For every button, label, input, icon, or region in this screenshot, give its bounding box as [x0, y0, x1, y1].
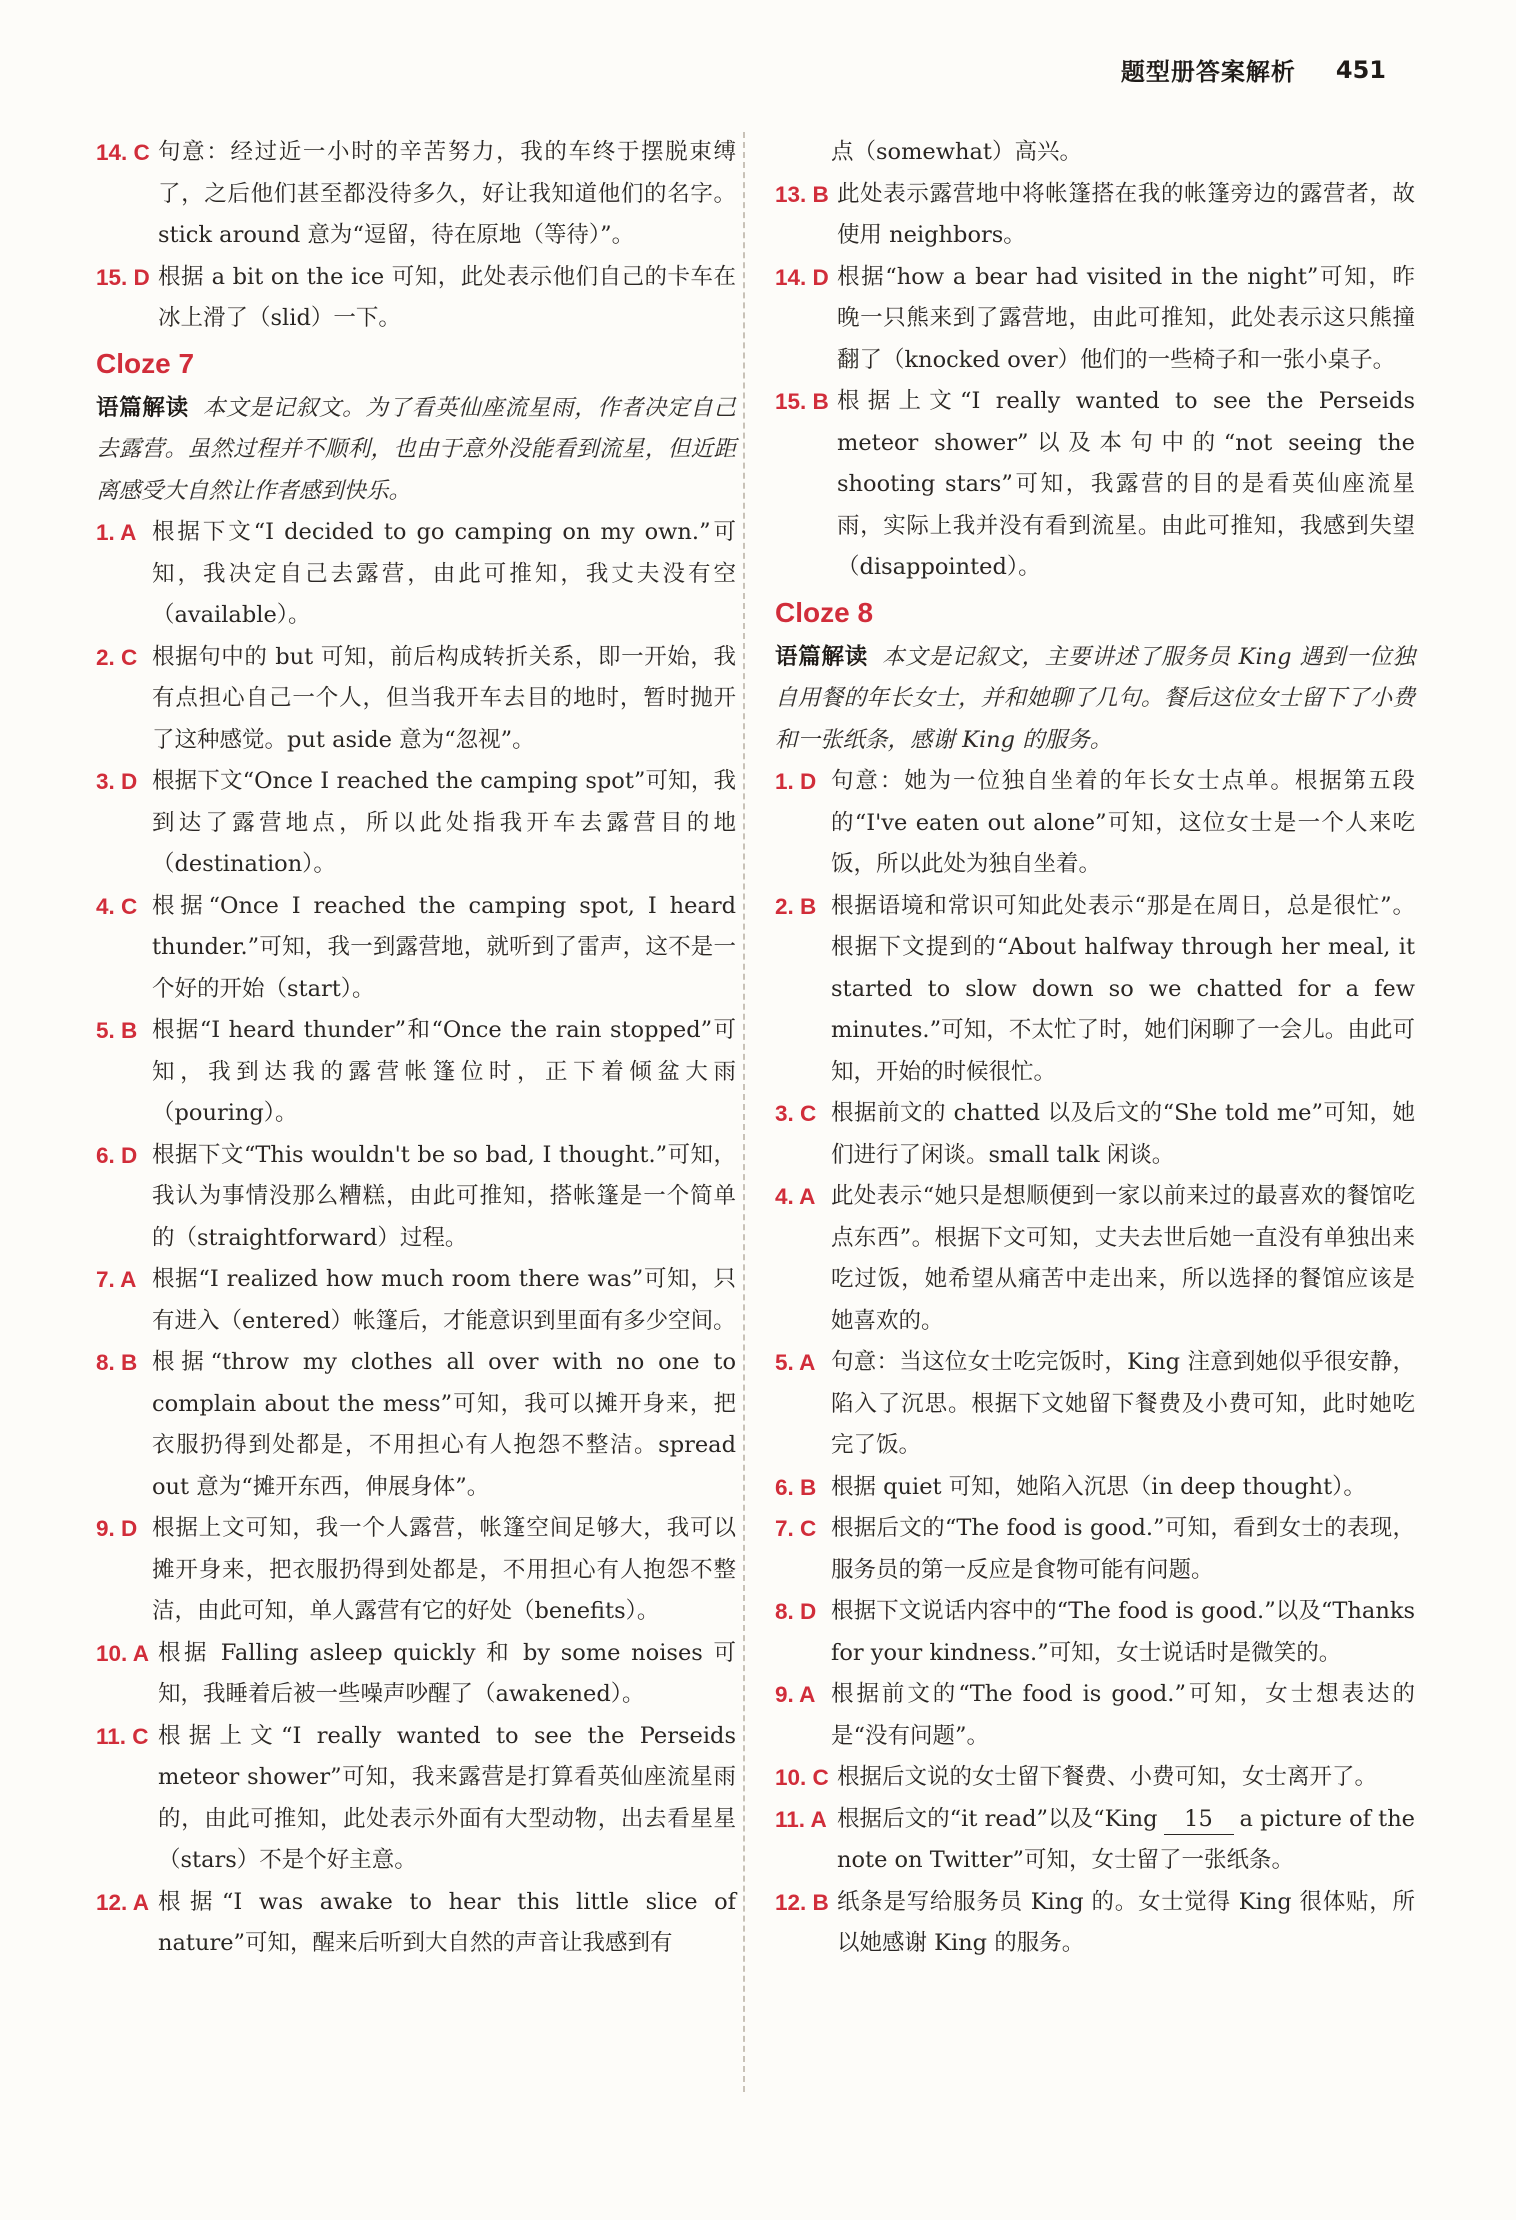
left-column — [96, 132, 736, 1965]
answer-number: 7. A — [96, 1267, 137, 1292]
answer-item — [96, 1633, 736, 1716]
answer-item — [775, 1467, 1415, 1509]
answer-explanation: 根据 Falling asleep quickly 和 by some noises 可知，我睡着后被一些噪声吵醒了（awakened）。 — [158, 1639, 736, 1707]
answer-explanation: 根据上文“I really wanted to see the Perseids meteor shower”以及本句中的“not seeing the shooting stars”可知，我露营的目的是看英仙座流星雨，实际上我并没有看到流星。由此可推知，我感到失望（disappointed）。 — [837, 388, 1415, 580]
page-number: 451 — [1335, 55, 1386, 84]
answer-explanation: 根据下文“I decided to go camping on my own.”可知，我决定自己去露营，由此可推知，我丈夫没有空（available）。 — [152, 519, 736, 628]
passage-summary-label: 语篇解读 — [96, 394, 189, 421]
answer-item — [775, 174, 1415, 257]
answer-item — [96, 132, 736, 257]
right-column — [775, 132, 1415, 1965]
answer-item — [96, 1135, 736, 1260]
answer-number: 4. C — [96, 893, 138, 919]
answer-explanation: 根据“how a bear had visited in the night”可知，昨晚一只熊来到了露营地，由此可推知，此处表示这只熊撞翻了（knocked over）他们的一些椅子和一张小桌子。 — [837, 263, 1415, 373]
column-divider — [743, 132, 745, 2092]
answer-explanation: 根据 a bit on the ice 可知，此处表示他们自己的卡车在冰上滑了（slid）一下。 — [158, 263, 736, 331]
answer-number: 1. A — [96, 520, 137, 545]
answer-explanation: 根据“Once I reached the camping spot, I heard thunder.”可知，我一到露营地，就听到了雷声，这不是一个好的开始（start）。 — [152, 892, 736, 1002]
answer-explanation — [837, 1799, 1415, 1882]
answer-item — [96, 1882, 736, 1965]
answer-number: 6. D — [96, 1142, 138, 1168]
passage-summary-text: 本文是记叙文。为了看英仙座流星雨，作者决定自己去露营。虽然过程并不顺利，也由于意外没能看到流星，但近距离感受大自然让作者感到快乐。 — [96, 394, 736, 504]
answer-item — [96, 1010, 736, 1135]
answer-item — [96, 1342, 736, 1508]
answer-item — [775, 761, 1415, 886]
passage-summary — [775, 637, 1415, 762]
answer-explanation: 根据语境和常识可知此处表示“那是在周日，总是很忙”。根据下文提到的“About halfway through her meal, it started to slow down so we chatted for a few minutes.”可知，不太忙了时，她们闲聊了一会儿。由此可知，开始的时候很忙。 — [831, 892, 1415, 1085]
answer-item — [96, 886, 736, 1011]
passage-summary-label: 语篇解读 — [775, 643, 869, 670]
answer-number: 2. C — [96, 644, 138, 670]
section-title: 题型册答案解析 — [1120, 58, 1296, 86]
answer-explanation: 句意：她为一位独自坐着的年长女士点单。根据第五段的“I've eaten out alone”可知，这位女士是一个人来吃饭，所以此处为独自坐着。 — [831, 768, 1415, 877]
answer-number: 9. D — [96, 1516, 138, 1541]
answer-explanation: 根据下文说话内容中的“The food is good.”以及“Thanks for your kindness.”可知，女士说话时是微笑的。 — [831, 1598, 1415, 1666]
answer-number: 6. B — [775, 1474, 817, 1500]
answer-explanation: 此处表示“她只是想顺便到一家以前来过的最喜欢的餐馆吃点东西”。根据下文可知，丈夫去世后她一直没有单独出来吃过饭，她希望从痛苦中走出来，所以选择的餐馆应该是她喜欢的。 — [831, 1183, 1415, 1334]
answer-number: 1. D — [775, 769, 817, 794]
answer-item — [775, 1757, 1415, 1799]
answer-explanation: 根据 quiet 可知，她陷入沉思（in deep thought）。 — [831, 1473, 1366, 1500]
answer-explanation: 句意：当这位女士吃完饭时，King 注意到她似乎很安静，陷入了沉思。根据下文她留下餐费及小费可知，此时她吃完了饭。 — [831, 1349, 1415, 1458]
answer-explanation: 根据下文“Once I reached the camping spot”可知，我到达了露营地点，所以此处指我开车去露营目的地（destination）。 — [152, 768, 736, 877]
answer-number: 10. A — [96, 1640, 149, 1666]
answer-explanation: 根据“I heard thunder”和“Once the rain stopped”可知，我到达我的露营帐篷位时，正下着倾盆大雨（pouring）。 — [152, 1017, 736, 1126]
answer-number: 11. C — [96, 1723, 149, 1749]
answer-item — [775, 1508, 1415, 1591]
answer-number: 12. B — [775, 1889, 829, 1915]
cloze-8-title: Cloze 8 — [775, 596, 874, 628]
answer-explanation: 根据“throw my clothes all over with no one to complain about the mess”可知，我可以摊开身来，把衣服扔得到处都是，不用担心有人抱怨不整洁。spread out 意为“摊开东西，伸展身体”。 — [152, 1349, 736, 1500]
answer-number: 8. D — [775, 1599, 817, 1624]
answer-item — [775, 1799, 1415, 1882]
answer-number: 9. A — [775, 1682, 816, 1707]
explanation-part: 根据后文的“it read”以及“King — [837, 1805, 1158, 1832]
answer-item — [775, 1674, 1415, 1757]
answer-blank: 15 — [1164, 1804, 1234, 1835]
answer-explanation: 根据上文“I really wanted to see the Perseids meteor shower”可知，我来露营是打算看英仙座流星雨的，由此可推知，此处表示外面有大型动物，出去看星星（stars）不是个好主意。 — [158, 1722, 736, 1873]
answer-explanation: 句意：经过近一小时的辛苦努力，我的车终于摆脱束缚了，之后他们甚至都没待多久，好让我知道他们的名字。stick around 意为“逗留，待在原地（等待）”。 — [158, 139, 736, 248]
answer-number: 12. A — [96, 1889, 149, 1915]
answer-item — [775, 381, 1415, 589]
answer-explanation: 纸条是写给服务员 King 的。女士觉得 King 很体贴，所以她感谢 King 的服务。 — [837, 1888, 1415, 1956]
answer-number: 14. C — [96, 140, 150, 165]
answer-item — [775, 257, 1415, 382]
answer-number: 15. D — [96, 264, 150, 290]
answer-number: 7. C — [775, 1516, 817, 1541]
answer-item — [96, 761, 736, 886]
answer-number: 5. B — [96, 1018, 138, 1043]
answer-number: 4. A — [775, 1184, 816, 1209]
cloze-7-title: Cloze 7 — [96, 347, 195, 379]
explanation-part: a picture of the note on Twitter”可知，女士留了一张纸条。 — [837, 1805, 1415, 1873]
answer-explanation: 根据“I was awake to hear this little slice of nature”可知，醒来后听到大自然的声音让我感到有 — [158, 1888, 736, 1956]
continued-text: 点（somewhat）高兴。 — [831, 139, 1082, 165]
answer-number: 11. A — [775, 1806, 827, 1832]
answer-explanation: 根据上文可知，我一个人露营，帐篷空间足够大，我可以摊开身来，把衣服扔得到处都是，不用担心有人抱怨不整洁，由此可知，单人露营有它的好处（benefits）。 — [152, 1515, 736, 1624]
answer-number: 10. C — [775, 1765, 829, 1790]
answer-number: 13. B — [775, 181, 829, 207]
answer-item — [96, 637, 736, 762]
answer-explanation: 根据句中的 but 可知，前后构成转折关系，即一开始，我有点担心自己一个人，但当我开车去目的地时，暂时抛开了这种感觉。put aside 意为“忽视”。 — [152, 643, 736, 753]
answer-item — [96, 257, 736, 340]
answer-number: 14. D — [775, 264, 829, 290]
answer-item — [775, 886, 1415, 1094]
answer-explanation: 根据前文的“The food is good.”可知，女士想表达的是“没有问题”。 — [831, 1681, 1415, 1749]
passage-summary — [96, 388, 736, 513]
answer-item — [775, 1093, 1415, 1176]
answer-item — [96, 1716, 736, 1882]
answer-number: 3. C — [775, 1101, 817, 1126]
page-header — [1121, 52, 1386, 87]
answer-item — [775, 1176, 1415, 1342]
answer-number: 3. D — [96, 769, 138, 794]
answer-explanation: 根据前文的 chatted 以及后文的“She told me”可知，她们进行了闲谈。small talk 闲谈。 — [831, 1100, 1415, 1168]
answer-explanation: 根据下文“This wouldn't be so bad, I thought.”可知，我认为事情没那么糟糕，由此可推知，搭帐篷是一个简单的（straightforward）过程。 — [152, 1141, 736, 1251]
answer-item — [775, 1342, 1415, 1467]
answer-number: 8. B — [96, 1350, 138, 1375]
answer-number: 5. A — [775, 1350, 816, 1375]
passage-summary-text: 本文是记叙文，主要讲述了服务员 King 遇到一位独自用餐的年长女士，并和她聊了几句。餐后这位女士留下了小费和一张纸条，感谢 King 的服务。 — [775, 643, 1415, 753]
answer-explanation: 此处表示露营地中将帐篷搭在我的帐篷旁边的露营者，故使用 neighbors。 — [837, 180, 1415, 248]
answer-explanation: 根据“I realized how much room there was”可知，只有进入（entered）帐篷后，才能意识到里面有多少空间。 — [152, 1266, 736, 1334]
answer-explanation: 根据后文说的女士留下餐费、小费可知，女士离开了。 — [837, 1764, 1378, 1790]
answer-item — [96, 512, 736, 637]
answer-item — [775, 1882, 1415, 1965]
answer-number: 2. B — [775, 893, 817, 919]
answer-explanation: 根据后文的“The food is good.”可知，看到女士的表现，服务员的第一反应是食物可能有问题。 — [831, 1515, 1415, 1583]
answer-item — [96, 1259, 736, 1342]
answer-number: 15. B — [775, 389, 829, 414]
answer-item — [96, 1508, 736, 1633]
answer-item — [775, 1591, 1415, 1674]
